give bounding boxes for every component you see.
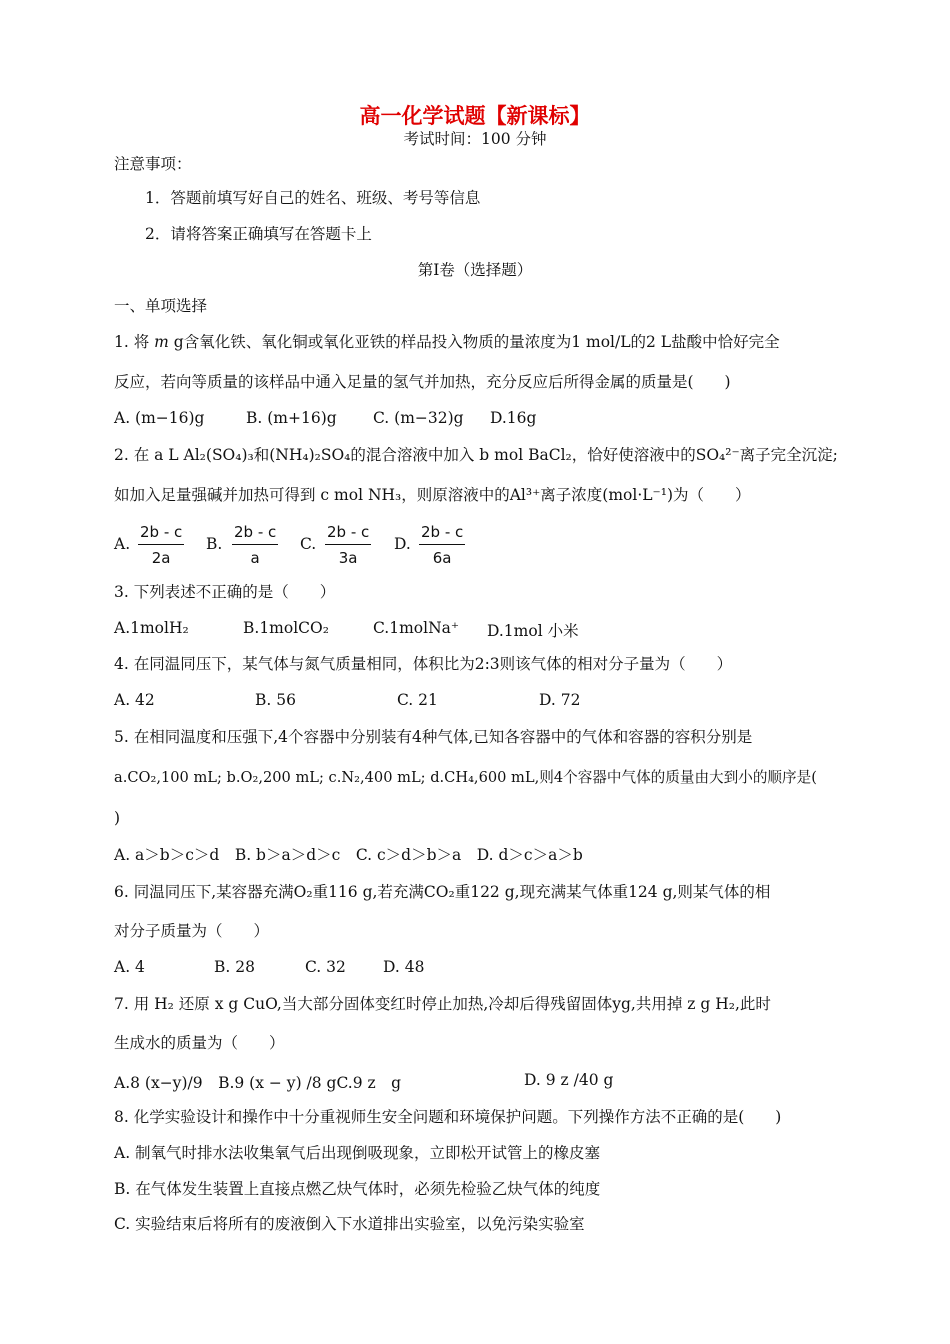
section-heading: 一、单项选择 <box>114 297 208 315</box>
q5-stem-line1: 5. 在相同温度和压强下,4个容器中分别装有4种气体,已知各容器中的气体和容器的容积分别是 <box>114 728 753 746</box>
q2-option-b-numerator: 2b - c <box>232 523 278 545</box>
q2-option-a-fraction <box>138 523 184 567</box>
q5-stem-line2: a.CO₂,100 mL; b.O₂,200 mL; c.N₂,400 mL; d.CH₄,600 mL,则4个容器中气体的质量由大到小的顺序是( <box>114 769 817 786</box>
q2-option-c-numerator: 2b - c <box>325 523 371 545</box>
q2-stem-line2: 如加入足量强碱并加热可得到 c mol NH₃，则原溶液中的Al³⁺离子浓度(mol·L⁻¹)为（ ） <box>114 486 751 504</box>
volume-heading: 第Ⅰ卷（选择题） <box>417 261 533 279</box>
q1-option-c: C. (m−32)g <box>373 409 464 427</box>
q8-option-a: A. 制氧气时排水法收集氧气后出现倒吸现象，立即松开试管上的橡皮塞 <box>114 1144 601 1162</box>
q2-option-c-denominator: 3a <box>338 549 358 567</box>
q6-option-a: A. 4 <box>114 958 145 976</box>
notes-heading: 注意事项： <box>114 155 192 173</box>
q2-option-b-fraction <box>232 523 278 567</box>
q2-option-b-denominator: a <box>250 549 260 567</box>
q2-stem-line1: 2. 在 a L Al₂(SO₄)₃和(NH₄)₂SO₄的混合溶液中加入 b mol BaCl₂，恰好使溶液中的SO₄²⁻离子完全沉淀; <box>114 446 838 464</box>
q2-option-c-label: C. <box>300 535 317 553</box>
q4-stem: 4. 在同温同压下，某气体与氮气质量相同，体积比为2:3则该气体的相对分子量为（ ） <box>114 655 733 673</box>
q7-options-abc: A.8 (x−y)/9 B.9 (x − y) /8 gC.9 z g <box>114 1074 402 1092</box>
exam-title: 高一化学试题【新课标】 <box>359 104 591 128</box>
q3-option-d: D.1mol 小米 <box>487 622 579 640</box>
note-item-1: 1．答题前填写好自己的姓名、班级、考号等信息 <box>145 189 481 207</box>
q2-option-a-denominator: 2a <box>151 549 171 567</box>
q8-stem: 8. 化学实验设计和操作中十分重视师生安全问题和环境保护问题。下列操作方法不正确的是( ) <box>114 1108 782 1126</box>
q2-option-d-label: D. <box>394 535 411 553</box>
q8-option-c: C. 实验结束后将所有的废液倒入下水道排出实验室，以免污染实验室 <box>114 1215 585 1233</box>
exam-time: 考试时间：100 分钟 <box>403 130 547 148</box>
q6-option-d: D. 48 <box>383 958 425 976</box>
q1-stem-line1 <box>114 332 780 352</box>
q4-option-d: D. 72 <box>539 691 581 709</box>
q4-option-c: C. 21 <box>397 691 438 709</box>
q6-stem-line1: 6. 同温同压下,某容器充满O₂重116 g,若充满CO₂重122 g,现充满某气体重124 g,则某气体的相 <box>114 883 771 901</box>
q2-option-c-fraction <box>325 523 371 567</box>
q1-prefix: 1. 将 <box>114 333 150 351</box>
q1-variable-m: m <box>154 333 169 351</box>
q2-option-a-label: A. <box>114 535 131 553</box>
q1-stem-line2: 反应，若向等质量的该样品中通入足量的氢气并加热，充分反应后所得金属的质量是( ) <box>114 373 731 391</box>
q4-option-a: A. 42 <box>114 691 155 709</box>
q1-option-d: D.16g <box>490 409 537 427</box>
q4-option-b: B. 56 <box>255 691 296 709</box>
q2-option-d-numerator: 2b - c <box>419 523 465 545</box>
q6-stem-line2: 对分子质量为（ ） <box>114 922 270 940</box>
q2-option-a-numerator: 2b - c <box>138 523 184 545</box>
q6-option-c: C. 32 <box>305 958 346 976</box>
q7-stem-line2: 生成水的质量为（ ） <box>114 1034 285 1052</box>
q3-option-c: C.1molNa⁺ <box>373 619 460 637</box>
q3-stem: 3. 下列表述不正确的是（ ） <box>114 583 336 601</box>
q8-option-b: B. 在气体发生装置上直接点燃乙炔气体时，必须先检验乙炔气体的纯度 <box>114 1180 601 1198</box>
q2-option-b-label: B. <box>206 535 223 553</box>
q2-option-d-denominator: 6a <box>432 549 452 567</box>
q3-option-b: B.1molCO₂ <box>243 619 329 637</box>
q3-option-a: A.1molH₂ <box>114 619 189 637</box>
q1-suffix: g含氧化铁、氧化铜或氧化亚铁的样品投入物质的量浓度为1 mol/L的2 L盐酸中恰好完全 <box>168 333 780 351</box>
q1-option-b: B. (m+16)g <box>246 409 337 427</box>
q6-option-b: B. 28 <box>214 958 255 976</box>
q1-option-a: A. (m−16)g <box>114 409 205 427</box>
q5-stem-line3: ) <box>114 809 121 827</box>
q7-stem-line1: 7. 用 H₂ 还原 x g CuO,当大部分固体变红时停止加热,冷却后得残留固体yg,共用掉 z g H₂,此时 <box>114 995 771 1013</box>
q7-option-d: D. 9 z /40 g <box>524 1071 614 1089</box>
q2-option-d-fraction <box>419 523 465 567</box>
note-item-2: 2．请将答案正确填写在答题卡上 <box>145 225 372 243</box>
q5-options: A. a＞b＞c＞d B. b＞a＞d＞c C. c＞d＞b＞a D. d＞c＞a＞b <box>114 846 583 864</box>
